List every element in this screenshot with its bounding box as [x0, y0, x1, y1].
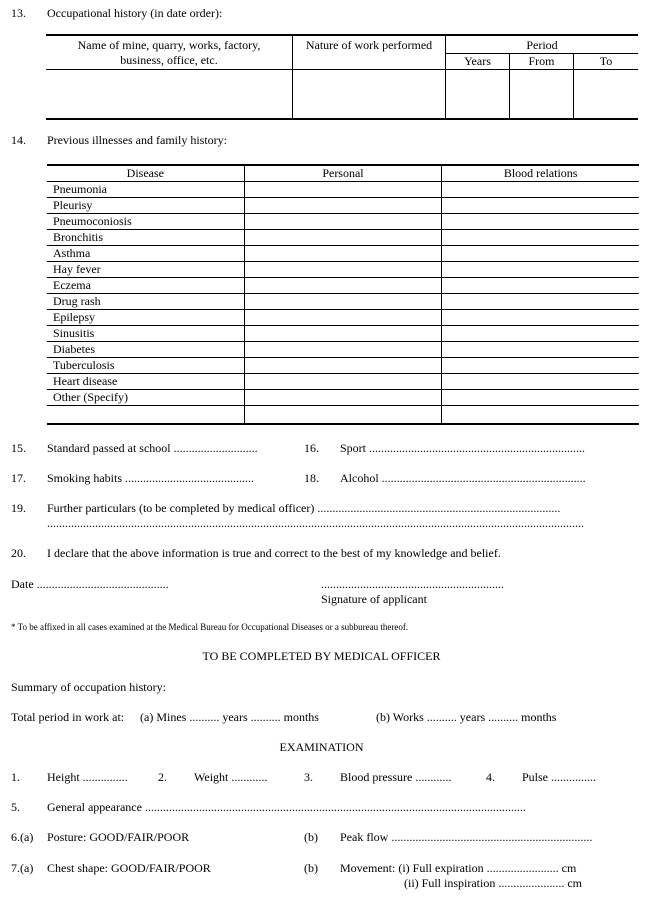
- personal-cell[interactable]: [244, 182, 442, 198]
- illness-row: [47, 390, 639, 406]
- personal-cell[interactable]: [244, 294, 442, 310]
- q19-field[interactable]: Further particulars (to be completed by medical officer) .................................................................................: [47, 501, 561, 515]
- exam-2-number: 2.: [158, 770, 167, 784]
- illness-row: [47, 374, 639, 390]
- occ-header-nature: Nature of work performed: [305, 38, 433, 52]
- illness-row: [47, 230, 639, 246]
- signature-line[interactable]: .............................................................: [321, 577, 504, 591]
- personal-cell[interactable]: [244, 246, 442, 262]
- illness-row: [47, 406, 639, 425]
- q19-line2[interactable]: ...................................................................................................................................................................................: [47, 516, 584, 530]
- exam-1-number: 1.: [11, 770, 20, 784]
- disease-name: Eczema: [47, 278, 244, 294]
- summary-label: Summary of occupation history:: [11, 680, 166, 694]
- blood-relations-cell[interactable]: [442, 342, 639, 358]
- q13-number: 13.: [11, 6, 26, 20]
- personal-cell[interactable]: [244, 326, 442, 342]
- date-field[interactable]: Date ............................................: [11, 577, 169, 591]
- q17-number: 17.: [11, 471, 26, 485]
- illness-row: [47, 246, 639, 262]
- exam-7a-number: 7.(a): [11, 861, 34, 875]
- exam-5-number: 5.: [11, 800, 20, 814]
- occupational-history-table: [46, 34, 638, 120]
- height-field[interactable]: Height ...............: [47, 770, 128, 784]
- illness-row: [47, 198, 639, 214]
- q15-number: 15.: [11, 441, 26, 455]
- total-works-field[interactable]: (b) Works .......... years .......... months: [376, 710, 557, 724]
- disease-name: Epilepsy: [47, 310, 244, 326]
- personal-cell[interactable]: [244, 278, 442, 294]
- footnote: * To be affixed in all cases examined at the Medical Bureau for Occupational Diseases or a subbureau thereof.: [11, 622, 409, 632]
- occ-header-name: Name of mine, quarry, works, factory, business, office, etc.: [77, 38, 261, 67]
- q14-label: Previous illnesses and family history:: [47, 133, 227, 147]
- medical-officer-heading: TO BE COMPLETED BY MEDICAL OFFICER: [202, 649, 441, 663]
- exam-3-number: 3.: [304, 770, 313, 784]
- personal-cell[interactable]: [244, 262, 442, 278]
- weight-field[interactable]: Weight ............: [194, 770, 268, 784]
- exam-6a-number: 6.(a): [11, 830, 34, 844]
- illness-row: [47, 310, 639, 326]
- blood-relations-cell[interactable]: [442, 406, 639, 425]
- blood-relations-cell[interactable]: [442, 278, 639, 294]
- peak-flow-field[interactable]: Peak flow ...................................................................: [340, 830, 593, 844]
- personal-cell[interactable]: [244, 374, 442, 390]
- blood-relations-cell[interactable]: [442, 326, 639, 342]
- personal-cell[interactable]: [244, 358, 442, 374]
- disease-name: Heart disease: [47, 374, 244, 390]
- total-period-label: Total period in work at:: [11, 710, 125, 724]
- blood-relations-cell[interactable]: [442, 246, 639, 262]
- personal-cell[interactable]: [244, 342, 442, 358]
- q18-field[interactable]: Alcohol ....................................................................: [340, 471, 586, 485]
- q13-label: Occupational history (in date order):: [47, 6, 223, 20]
- blood-relations-cell[interactable]: [442, 294, 639, 310]
- personal-cell[interactable]: [244, 390, 442, 406]
- personal-cell[interactable]: [244, 198, 442, 214]
- illness-row: [47, 358, 639, 374]
- personal-cell[interactable]: [244, 230, 442, 246]
- chest-shape-field[interactable]: Chest shape: GOOD/FAIR/POOR: [47, 861, 211, 875]
- occ-header-period: Period: [526, 38, 558, 52]
- occ-header-years: Years: [464, 54, 491, 68]
- movement-inspiration-field[interactable]: (ii) Full inspiration ...................... cm: [404, 876, 582, 890]
- exam-6b-number: (b): [304, 830, 318, 844]
- disease-name: Hay fever: [47, 262, 244, 278]
- q20-declaration: I declare that the above information is true and correct to the best of my knowledge and belief.: [47, 546, 501, 560]
- disease-name: Other (Specify): [47, 390, 244, 406]
- posture-field[interactable]: Posture: GOOD/FAIR/POOR: [47, 830, 190, 844]
- illness-row: [47, 262, 639, 278]
- disease-name: Pneumonia: [47, 182, 244, 198]
- disease-name: [47, 406, 244, 425]
- exam-4-number: 4.: [486, 770, 495, 784]
- illness-row: [47, 182, 639, 198]
- signature-label: Signature of applicant: [321, 592, 427, 606]
- personal-header: Personal: [244, 165, 442, 182]
- q20-number: 20.: [11, 546, 26, 560]
- disease-name: Diabetes: [47, 342, 244, 358]
- illness-row: [47, 342, 639, 358]
- disease-name: Pneumoconiosis: [47, 214, 244, 230]
- illness-row: [47, 278, 639, 294]
- q17-field[interactable]: Smoking habits ...........................................: [47, 471, 255, 485]
- exam-7b-number: (b): [304, 861, 318, 875]
- disease-name: Asthma: [47, 246, 244, 262]
- q19-number: 19.: [11, 501, 26, 515]
- general-appearance-field[interactable]: General appearance ...............................................................................................................................: [47, 800, 526, 814]
- illness-row: [47, 294, 639, 310]
- examination-heading: EXAMINATION: [279, 740, 364, 754]
- disease-name: Pleurisy: [47, 198, 244, 214]
- disease-name: Drug rash: [47, 294, 244, 310]
- movement-expiration-field[interactable]: Movement: (i) Full expiration ........................ cm: [340, 861, 577, 875]
- illness-table: [47, 164, 639, 425]
- total-mines-field[interactable]: (a) Mines .......... years .......... months: [140, 710, 319, 724]
- personal-cell[interactable]: [244, 406, 442, 425]
- blood-relations-cell[interactable]: [442, 358, 639, 374]
- illness-row: [47, 214, 639, 230]
- occ-header-from: From: [528, 54, 555, 68]
- blood-relations-cell[interactable]: [442, 182, 639, 198]
- blood-relations-cell[interactable]: [442, 214, 639, 230]
- disease-name: Bronchitis: [47, 230, 244, 246]
- blood-relations-cell[interactable]: [442, 230, 639, 246]
- blood-relations-cell[interactable]: [442, 390, 639, 406]
- q14-number: 14.: [11, 133, 26, 147]
- q16-number: 16.: [304, 441, 319, 455]
- blood-pressure-field[interactable]: Blood pressure ............: [340, 770, 452, 784]
- disease-name: Tuberculosis: [47, 358, 244, 374]
- blood-relations-cell[interactable]: [442, 374, 639, 390]
- blood-relations-cell[interactable]: [442, 262, 639, 278]
- disease-header: Disease: [47, 165, 244, 182]
- disease-name: Sinusitis: [47, 326, 244, 342]
- personal-cell[interactable]: [244, 310, 442, 326]
- blood-header: Blood relations: [442, 165, 639, 182]
- q16-field[interactable]: Sport ........................................................................: [340, 441, 586, 455]
- occ-header-to: To: [599, 54, 613, 68]
- personal-cell[interactable]: [244, 214, 442, 230]
- q15-field[interactable]: Standard passed at school ............................: [47, 441, 258, 455]
- q18-number: 18.: [304, 471, 319, 485]
- blood-relations-cell[interactable]: [442, 310, 639, 326]
- illness-row: [47, 326, 639, 342]
- blood-relations-cell[interactable]: [442, 198, 639, 214]
- pulse-field[interactable]: Pulse ...............: [522, 770, 597, 784]
